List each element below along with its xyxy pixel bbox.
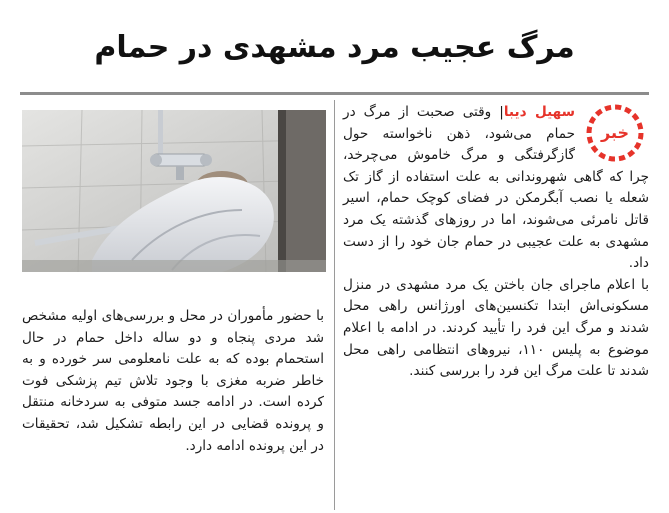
badge-label: خبر xyxy=(600,123,629,142)
intro-text: وقتی صحبت از مرگ در حمام می‌شود، ذهن ناخواسته حول گازگرفتگی و مرگ خاموش می‌چرخد، چرا که گاهی شهروندانی به علت استفاده از گاز تک شعله یا نصب آبگرمکن در فضای کوچک حمام، اسیر قاتل نامرئی می‌شوند، اما در روزهای گذشته یک مرد مشهدی به علت عجیبی در حمام جان خود را از دست داد. xyxy=(343,104,649,272)
article-column-left xyxy=(22,306,324,457)
byline-separator: | xyxy=(499,104,504,120)
badge-spacer xyxy=(575,102,649,166)
bathroom-photo xyxy=(22,110,326,272)
paragraph-3: با حضور مأموران در محل و بررسی‌های اولیه مشخص شد مردی پنجاه و دو ساله داخل حمام در حال استحمام بوده که به علت نامعلومی سر خورده و به خاطر ضربه مغزی با وجود تلاش تیم پزشکی فوت کرده است. در ادامه جسد متوفی به سردخانه منتقل و پرونده قضایی در این رابطه تشکیل شد، تحقیقات در این پرونده ادامه دارد. xyxy=(22,308,324,454)
paragraph-2: با اعلام ماجرای جان باختن یک مرد مشهدی در منزل مسکونی‌اش ابتدا تکنسین‌های اورژانس راهی محل شدند و مرگ این فرد را تأیید کردند. در ادامه با اعلام موضوع به پلیس ۱۱۰، نیروهای انتظامی راهی محل شدند تا علت مرگ این فرد را بررسی کنند. xyxy=(343,276,649,380)
byline: سهیل دیبا xyxy=(503,104,575,120)
column-divider xyxy=(334,100,335,510)
article-column-right xyxy=(343,102,649,383)
headline: مرگ عجیب مرد مشهدی در حمام xyxy=(94,30,575,65)
header-rule xyxy=(20,92,649,95)
paragraph-intro xyxy=(343,102,649,275)
